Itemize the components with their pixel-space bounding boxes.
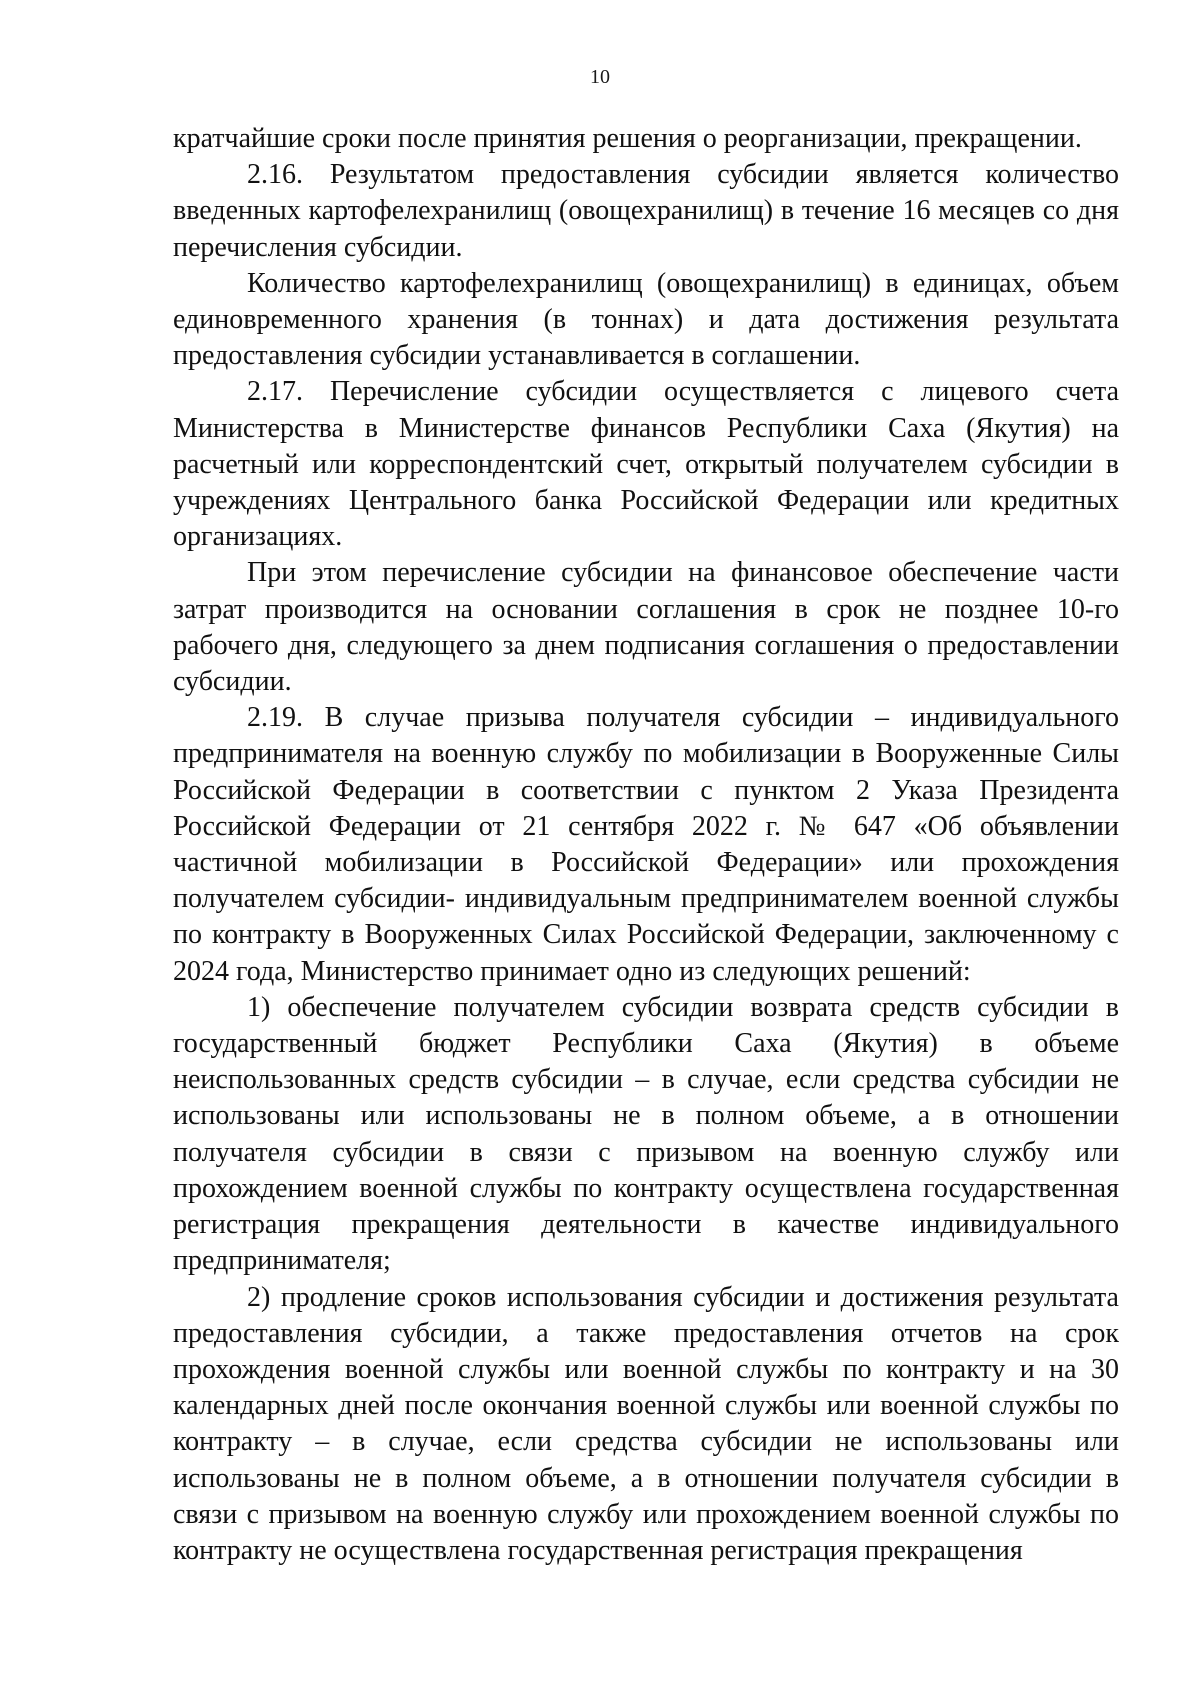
paragraph-2-17-transfer: 2.17. Перечисление субсидии осуществляется с лицевого счета Министерства в Министерстве финансов Республики Саха (Якутия) на расчетный или корреспондентский счет, открытый получателем субсидии в учреждениях Центрального банка Российской Федерации или кредитных организациях. <box>173 376 1119 553</box>
paragraph-2-19-mobilization: 2.19. В случае призыва получателя субсидии – индивидуального предпринимателя на военную службу по мобилизации в Вооруженные Силы Российской Федерации в соответствии с пунктом 2 Указа Президента Российской Федерации от 21 сентября 2022 г. № 647 «Об объявлении частичной мобилизации в Российской Федерации» или прохождения получателем субсидии- индивидуальным предпринимателем военной службы по контракту в Вооруженных Силах Российской Федерации, заключенному с 2024 года, Министерство принимает одно из следующих решений: <box>173 702 1119 987</box>
paragraph-decision-2: 2) продление сроков использования субсидии и достижения результата предоставления субсидии, а также предоставления отчетов на срок прохождения военной службы или военной службы по контракту и на 30 календарных дней после окончания военной службы или военной службы по контракту – в случае, если средства субсидии не использованы или использованы не в полном объеме, а в отношении получателя субсидии в связи с призывом на военную службу или прохождением военной службы по контракту не осуществлена государственная регистрация прекращения <box>173 1281 1119 1566</box>
paragraph-continuation: кратчайшие сроки после принятия решения о реорганизации, прекращении. <box>173 123 1082 154</box>
paragraph-2-16-result: 2.16. Результатом предоставления субсидии является количество введенных картофелехранилищ (овощехранилищ) в течение 16 месяцев со дня перечисления субсидии. <box>173 159 1119 263</box>
page-number: 10 <box>590 66 610 88</box>
paragraph-transfer-deadline: При этом перечисление субсидии на финансовое обеспечение части затрат производится на основании соглашения в срок не позднее 10-го рабочего дня, следующего за днем подписания соглашения о предоставлении субсидии. <box>173 557 1119 698</box>
document-body <box>173 121 1119 1569</box>
paragraph-decision-1: 1) обеспечение получателем субсидии возврата средств субсидии в государственный бюджет Республики Саха (Якутия) в объеме неиспользованных средств субсидии – в случае, если средства субсидии не использованы или использованы не в полном объеме, а в отношении получателя субсидии в связи с призывом на военную службу или прохождением военной службы по контракту осуществлена государственная регистрация прекращения деятельности в качестве индивидуального предпринимателя; <box>173 991 1119 1277</box>
paragraph-storage-quantity: Количество картофелехранилищ (овощехранилищ) в единицах, объем единовременного хранения (в тоннах) и дата достижения результата предоставления субсидии устанавливается в соглашении. <box>173 267 1119 372</box>
